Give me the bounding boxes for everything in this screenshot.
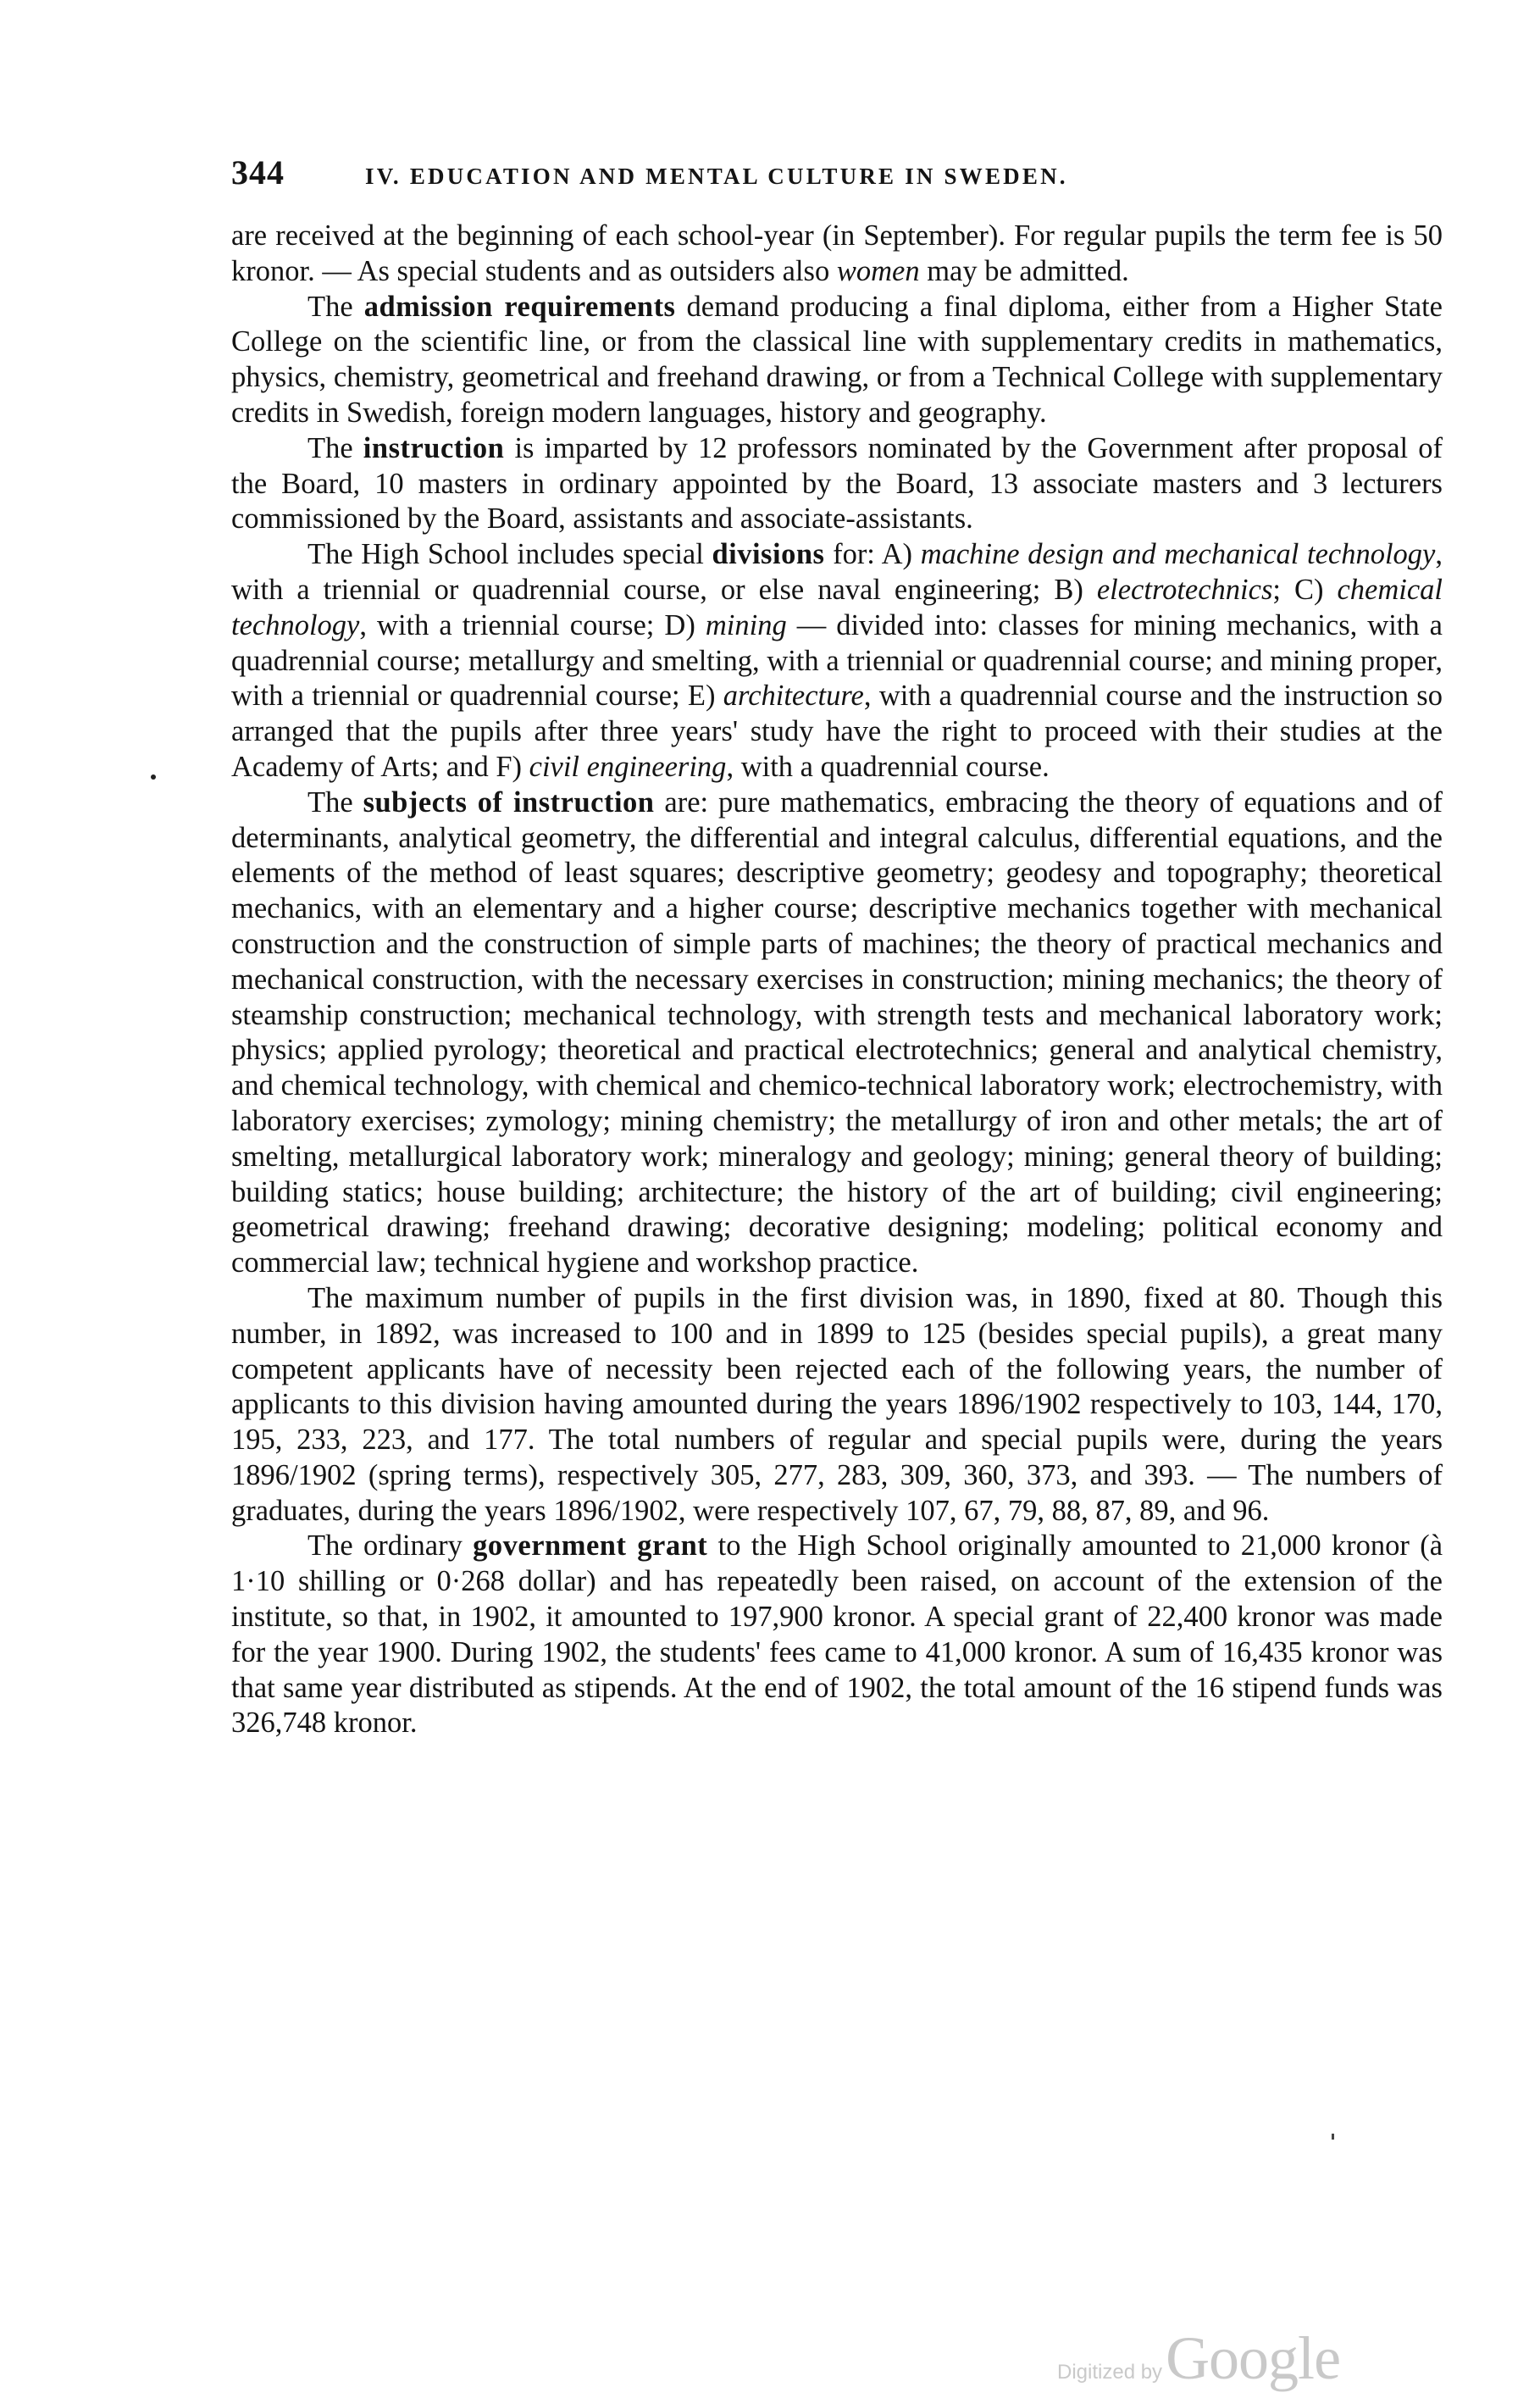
paragraph: [231, 219, 1443, 290]
text-run: , with a quadrennial course.: [726, 750, 1050, 783]
margin-dot: [151, 774, 156, 780]
paragraph: [231, 1281, 1443, 1529]
watermark-prefix: Digitized by: [1057, 2361, 1163, 2384]
keyword: instruction: [363, 431, 505, 464]
italic-term: machine design and mechanical technology: [920, 538, 1436, 571]
italic-term: women: [836, 254, 920, 287]
text-run: The: [307, 785, 363, 819]
italic-term: chemical technology: [231, 573, 1443, 641]
digitized-watermark: [1057, 2323, 1340, 2394]
body-text: [231, 219, 1443, 1741]
running-title: IV. EDUCATION AND MENTAL CULTURE IN SWEDEN.: [365, 164, 1068, 189]
text-run: , with a triennial or quadrennial course, or else naval engineering; B): [231, 538, 1443, 606]
text-run: to the High School originally amounted to 21,000 kronor (à 1·10 shilling or 0·268 dollar) and has repeatedly been raised, on account of the extension of the institute, so that, in 1902, it amounted to 197,900 kronor. A special grant of 22,400 kronor was made for the year 1900. During 1902, the students' fees came to 41,000 kronor. A sum of 16,435 kronor was that same year distributed as stipends. At the end of 1902, the total amount of the 16 stipend funds was 326,748 kronor.: [231, 1529, 1443, 1740]
text-run: for: A): [824, 538, 921, 571]
text-run: are received at the beginning of each school-year (in September). For regular pupils the term fee is 50 kronor. — As special students and as outsiders also: [231, 219, 1443, 287]
paragraph: [231, 431, 1443, 537]
text-run: demand producing a final diploma, either from a Higher State College on the scientific line, or from the classical line with supplementary credits in mathematics, physics, chemistry, geometrical and freehand drawing, or from a Technical College with supplementary credits in Swedish, foreign modern languages, history and geography.: [231, 290, 1443, 429]
italic-term: architecture: [723, 680, 864, 713]
google-logo: Google: [1166, 2324, 1341, 2392]
italic-term: civil engineering: [529, 750, 727, 783]
paragraph: [231, 290, 1443, 431]
keyword: subjects of instruction: [363, 785, 655, 819]
text-run: may be admitted.: [919, 254, 1129, 287]
stray-mark: [1332, 2134, 1334, 2140]
italic-term: electrotechnics: [1096, 573, 1273, 606]
paragraph: [231, 537, 1443, 785]
text-run: ; C): [1272, 573, 1338, 606]
text-run: The ordinary: [307, 1529, 474, 1563]
text-run: , with a triennial course; D): [359, 608, 706, 641]
paragraph: [231, 785, 1443, 1281]
page-number: 344: [231, 153, 285, 192]
keyword: admission requirements: [363, 290, 676, 323]
page: [231, 153, 1443, 1741]
text-run: The: [307, 290, 364, 323]
text-run: The High School includes special: [307, 538, 712, 571]
text-run: The maximum number of pupils in the first division was, in 1890, fixed at 80. Though this number, in 1892, was increased to 100 and in 1899 to 125 (besides special pupils), a great many competent applicants have of necessity been rejected each of the following years, the number of applicants to this division having amounted during the years 1896/1902 respectively to 103, 144, 170, 195, 233, 223, and 177. The total numbers of regular and special pupils were, during the years 1896/1902 (spring terms), respectively 305, 277, 283, 309, 360, 373, and 393. — The numbers of graduates, during the years 1896/1902, were respectively 107, 67, 79, 88, 87, 89, and 96.: [231, 1281, 1443, 1527]
paragraph: [231, 1529, 1443, 1741]
text-run: The: [307, 431, 363, 464]
italic-term: mining: [705, 608, 787, 641]
text-run: is imparted by 12 professors nominated by the Government after proposal of the Board, 10 masters in ordinary appointed by the Board, 13 associate masters and 3 lecturers commissioned by the Board, assistants and associate-assistants.: [231, 431, 1443, 536]
keyword: government grant: [473, 1529, 708, 1563]
text-run: — divided into: classes for mining mechanics, with a quadrennial course; metallurgy and smelting, with a triennial or quadrennial course; and mining proper, with a triennial or quadrennial course; E): [231, 608, 1443, 713]
text-run: are: pure mathematics, embracing the theory of equations and of determinants, analytical geometry, the differential and integral calculus, differential equations, and the elements of the method of least squares; descriptive geometry; geodesy and topography; theoretical mechanics, with an elementary and a higher course; descriptive mechanics together with mechanical construction and the construction of simple parts of machines; the theory of practical mechanics and mechanical construction, with the necessary exercises in construction; mining mechanics; the theory of steamship construction; mechanical technology, with strength tests and mechanical laboratory work; physics; applied pyrology; theoretical and practical electrotechnics; general and analytical chemistry, and chemical technology, with chemical and chemico-technical laboratory work; electrochemistry, with laboratory exercises; zymology; mining chemistry; the metallurgy of iron and other metals; the art of smelting, metallurgical laboratory work; mineralogy and geology; mining; general theory of building; building statics; house building; architecture; the history of the art of building; civil engineering; geometrical drawing; freehand drawing; decorative designing; modeling; political economy and commercial law; technical hygiene and workshop practice.: [231, 785, 1443, 1279]
keyword: divisions: [712, 538, 825, 571]
text-run: , with a quadrennial course and the instruction so arranged that the pupils after three years' study have the right to proceed with their studies at the Academy of Arts; and F): [231, 680, 1443, 783]
running-header: [231, 153, 1443, 212]
